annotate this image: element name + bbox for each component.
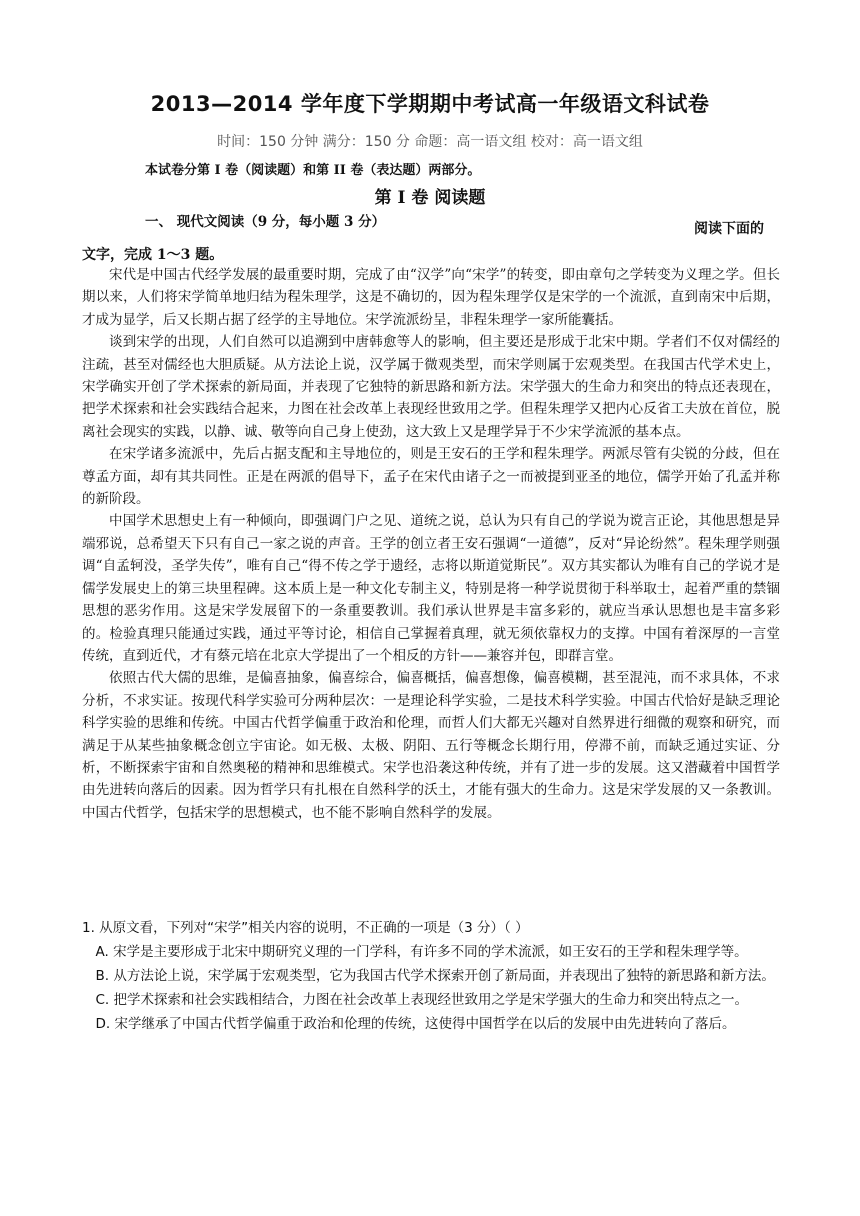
- question-1-option-a: A. 宋学是主要形成于北宋中期研究义理的一门学科，有许多不同的学术流派，如王安石的王学和程朱理学等。: [95, 944, 748, 960]
- part-one-title: 第 I 卷 阅读题: [374, 188, 486, 208]
- exam-structure-note: 本试卷分第 I 卷（阅读题）和第 II 卷（表达题）两部分。: [145, 163, 481, 178]
- exam-title: 2013—2014 学年度下学期期中考试高一年级语文科试卷: [150, 92, 710, 116]
- exam-info-line: 时间：150 分钟 满分：150 分 命题：高一语文组 校对：高一语文组: [217, 134, 643, 150]
- passage-paragraph: 依照古代大儒的思维，是偏喜抽象，偏喜综合，偏喜概括，偏喜想像，偏喜模糊，甚至混沌，而不求具体，不求分析，不求实证。按现代科学实验可分两种层次：一是理论科学实验，二是技术科学实验。中国古代恰好是缺乏理论科学实验的思维和传统。中国古代哲学偏重于政治和伦理，而哲人们大都无兴趣对自然界进行细微的观察和研究，而满足于从某些抽象概念创立宇宙论。如无极、太极、阴阳、五行等概念长期行用，停滞不前，而缺乏通过实证、分析，不断探索宇宙和自然奥秘的精神和思维模式。宋学也沿袭这种传统，并有了进一步的发展。这又潜藏着中国哲学由先进转向落后的因素。因为哲学只有扎根在自然科学的沃土，才能有强大的生命力。这是宋学发展的又一条教训。中国古代哲学，包括宋学的思想模式，也不能不影响自然科学的发展。: [82, 670, 780, 821]
- reading-instruction-start: 阅读下面的: [694, 221, 764, 237]
- section-heading: 一、 现代文阅读（9 分，每小题 3 分）: [145, 214, 386, 230]
- reading-passage: [82, 264, 780, 824]
- question-1-option-b: B. 从方法论上说，宋学属于宏观类型，它为我国古代学术探索开创了新局面，并表现出了独特的新思路和新方法。: [95, 968, 775, 984]
- reading-instruction-end: 文字，完成 1～3 题。: [82, 247, 224, 263]
- question-1-option-d: D. 宋学继承了中国古代哲学偏重于政治和伦理的传统，这使得中国哲学在以后的发展中由先进转向了落后。: [95, 1016, 736, 1032]
- passage-paragraph: 宋代是中国古代经学发展的最重要时期，完成了由“汉学”向“宋学”的转变，即由章句之学转变为义理之学。但长期以来，人们将宋学简单地归结为程朱理学，这是不确切的，因为程朱理学仅是宋学的一个流派，直到南宋中后期，才成为显学，后又长期占据了经学的主导地位。宋学流派纷呈，非程朱理学一家所能囊括。: [82, 267, 780, 328]
- passage-paragraph: 谈到宋学的出现，人们自然可以追溯到中唐韩愈等人的影响，但主要还是形成于北宋中期。学者们不仅对儒经的注疏，甚至对儒经也大胆质疑。从方法论上说，汉学属于微观类型，而宋学则属于宏观类型。在我国古代学术史上，宋学确实开创了学术探索的新局面，并表现了它独特的新思路和新方法。宋学强大的生命力和突出的特点还表现在，把学术探索和社会实践结合起来，力图在社会改革上表现经世致用之学。但程朱理学又把内心反省工夫放在首位，脱离社会现实的实践，以静、诚、敬等向自己身上使劲，这大致上又是理学异于不少宋学流派的基本点。: [82, 334, 780, 440]
- question-1-option-c: C. 把学术探索和社会实践相结合，力图在社会改革上表现经世致用之学是宋学强大的生命力和突出特点之一。: [95, 992, 749, 1008]
- passage-paragraph: 中国学术思想史上有一种倾向，即强调门户之见、道统之说，总认为只有自己的学说为谠言正论，其他思想是异端邪说，总希望天下只有自己一家之说的声音。王学的创立者王安石强调“一道德”，反对“异论纷然”。程朱理学则强调“自孟轲没，圣学失传”，唯有自己“得不传之学于遗经，志将以斯道觉斯民”。双方其实都认为唯有自己的学说才是儒学发展史上的第三块里程碑。这本质上是一种文化专制主义，特别是将一种学说贯彻于科举取士，起着严重的禁锢思想的恶劣作用。这是宋学发展留下的一条重要教训。我们承认世界是丰富多彩的，就应当承认思想也是丰富多彩的。检验真理只能通过实践，通过平等讨论，相信自己掌握着真理，就无须依靠权力的支撑。中国有着深厚的一言堂传统，直到近代，才有蔡元培在北京大学提出了一个相反的方针——兼容并包，即群言堂。: [82, 513, 780, 664]
- question-1-stem: 1. 从原文看，下列对“宋学”相关内容的说明，不正确的一项是（3 分）（ ）: [82, 920, 529, 936]
- passage-paragraph: 在宋学诸多流派中，先后占据支配和主导地位的，则是王安石的王学和程朱理学。两派尽管有尖锐的分歧，但在尊孟方面，却有其共同性。正是在两派的倡导下，孟子在宋代由诸子之一而被提到亚圣的地位，儒学开始了孔孟并称的新阶段。: [82, 446, 780, 508]
- question-block: [82, 918, 780, 1038]
